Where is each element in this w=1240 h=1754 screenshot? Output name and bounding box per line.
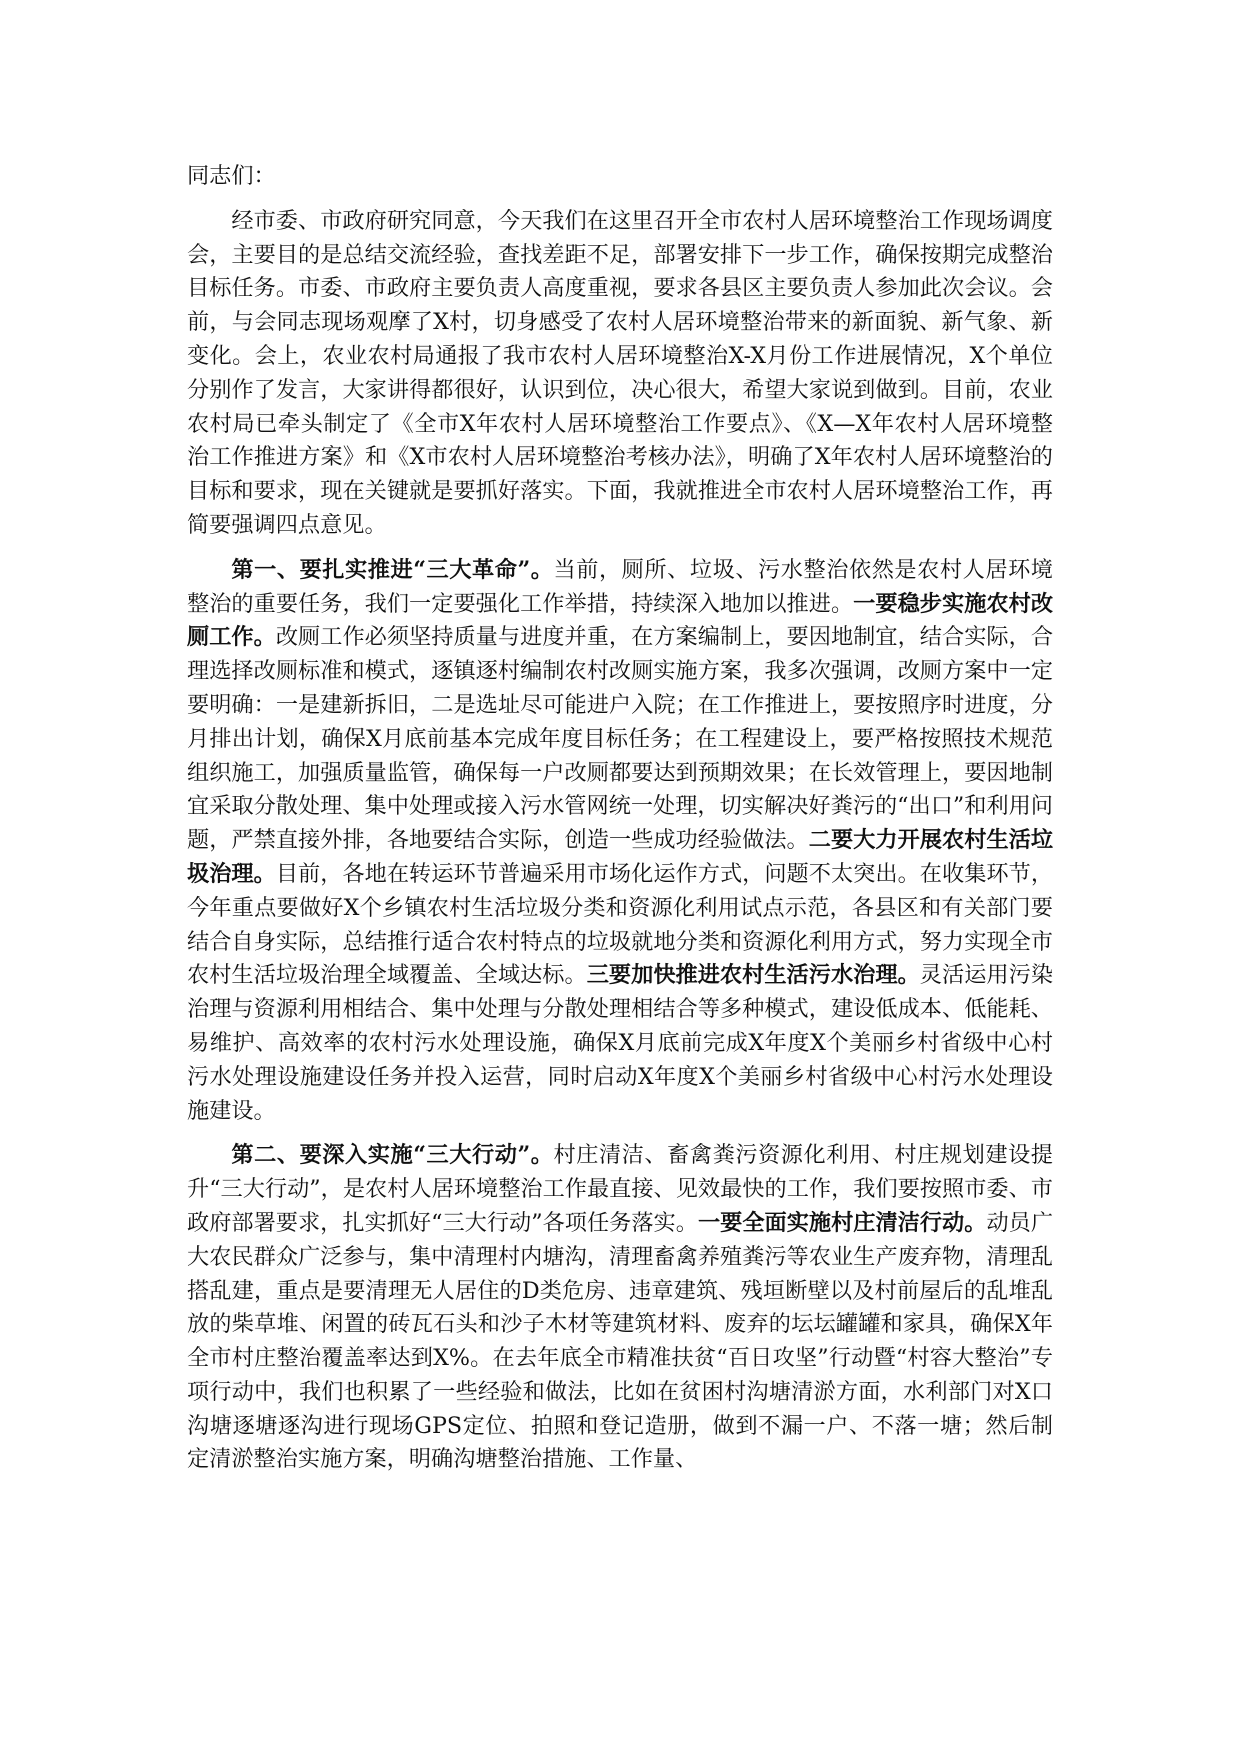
- document-page: [187, 160, 1053, 1488]
- paragraph-text: 经市委、市政府研究同意，今天我们在这里召开全市农村人居环境整治工作现场调度会，主要目的是总结交流经验，查找差距不足，部署安排下一步工作，确保按期完成整治目标任务。市委、市政府主要负责人高度重视，要求各县区主要负责人参加此次会议。会前，与会同志现场观摩了X村，切身感受了农村人居环境整治带来的新面貌、新气象、新变化。会上，农业农村局通报了我市农村人居环境整治X-X月份工作进展情况，X个单位分别作了发言，大家讲得都很好，认识到位，决心很大，希望大家说到做到。目前，农业农村局已牵头制定了《全市X年农村人居环境整治工作要点》、《X—X年农村人居环境整治工作推进方案》和《X市农村人居环境整治考核办法》，明确了X年农村人居环境整治的目标和要求，现在关键就是要抓好落实。下面，我就推进全市农村人居环境整治工作，再简要强调四点意见。: [187, 207, 1053, 538]
- section-heading-one: 第一、要扎实推进“三大革命”。: [231, 556, 554, 583]
- subheading-toilet-reform: 一要稳步实施农村改厕工作。: [187, 590, 1054, 651]
- paragraph-text: 当前，厕所、垃圾、污水整治依然是农村人居环境整治的重要任务，我们一定要强化工作举措，持续深入地加以推进。: [187, 556, 1053, 617]
- paragraph-text: 灵活运用污染治理与资源利用相结合、集中处理与分散处理相结合等多种模式，建设低成本、低能耗、易维护、高效率的农村污水处理设施，确保X月底前完成X年度X个美丽乡村省级中心村污水处理设施建设任务并投入运营，同时启动X年度X个美丽乡村省级中心村污水处理设施建设。: [187, 962, 1054, 1124]
- paragraph-text: 目前，各地在转运环节普遍采用市场化运作方式，问题不太突出。在收集环节，今年重点要做好X个乡镇农村生活垃圾分类和资源化利用试点示范，各县区和有关部门要结合自身实际，总结推行适合农村特点的垃圾就地分类和资源化利用方式，努力实现全市农村生活垃圾治理全域覆盖、全域达标。: [187, 860, 1054, 989]
- subheading-village-cleaning: 一要全面实施村庄清洁行动。: [697, 1209, 987, 1236]
- paragraph-intro: [187, 205, 1053, 543]
- subheading-sewage-treatment: 三要加快推进农村生活污水治理。: [586, 962, 920, 989]
- paragraph-text: 改厕工作必须坚持质量与进度并重，在方案编制上，要因地制宜，结合实际，合理选择改厕标准和模式，逐镇逐村编制农村改厕实施方案，我多次强调，改厕方案中一定要明确：一是建新拆旧，二是选址尽可能进户入院；在工作推进上，要按照序时进度，分月排出计划，确保X月底前基本完成年度目标任务；在工程建设上，要严格按照技术规范组织施工，加强质量监管，确保每一户改厕都要达到预期效果；在长效管理上，要因地制宜采取分散处理、集中处理或接入污水管网统一处理，切实解决好粪污的“出口”和利用问题，严禁直接外排，各地要结合实际，创造一些成功经验做法。: [187, 624, 1054, 854]
- paragraph-three-actions: [187, 1139, 1053, 1477]
- paragraph-text: 动员广大农民群众广泛参与，集中清理村内塘沟，清理畜禽养殖粪污等农业生产废弃物，清理乱搭乱建，重点是要清理无人居住的D类危房、违章建筑、残垣断壁以及村前屋后的乱堆乱放的柴草堆、闲置的砖瓦石头和沙子木材等建筑材料、废弃的坛坛罐罐和家具，确保X年全市村庄整治覆盖率达到X%。在去年底全市精准扶贫“百日攻坚”行动暨“村容大整治”专项行动中，我们也积累了一些经验和做法，比如在贫困村沟塘清淤方面，水利部门对X口沟塘逐塘逐沟进行现场GPS定位、拍照和登记造册，做到不漏一户、不落一塘；然后制定清淤整治实施方案，明确沟塘整治措施、工作量、: [187, 1209, 1054, 1473]
- section-heading-two: 第二、要深入实施“三大行动”。: [231, 1142, 554, 1169]
- subheading-garbage-treatment: 二要大力开展农村生活垃圾治理。: [187, 827, 1054, 887]
- paragraph-text: 村庄清洁、畜禽粪污资源化利用、村庄规划建设提升“三大行动”，是农村人居环境整治工作最直接、见效最快的工作，我们要按照市委、市政府部署要求，扎实抓好“三大行动”各项任务落实。: [187, 1142, 1053, 1236]
- salutation: 同志们：: [187, 163, 276, 189]
- paragraph-three-revolutions: [187, 554, 1053, 1129]
